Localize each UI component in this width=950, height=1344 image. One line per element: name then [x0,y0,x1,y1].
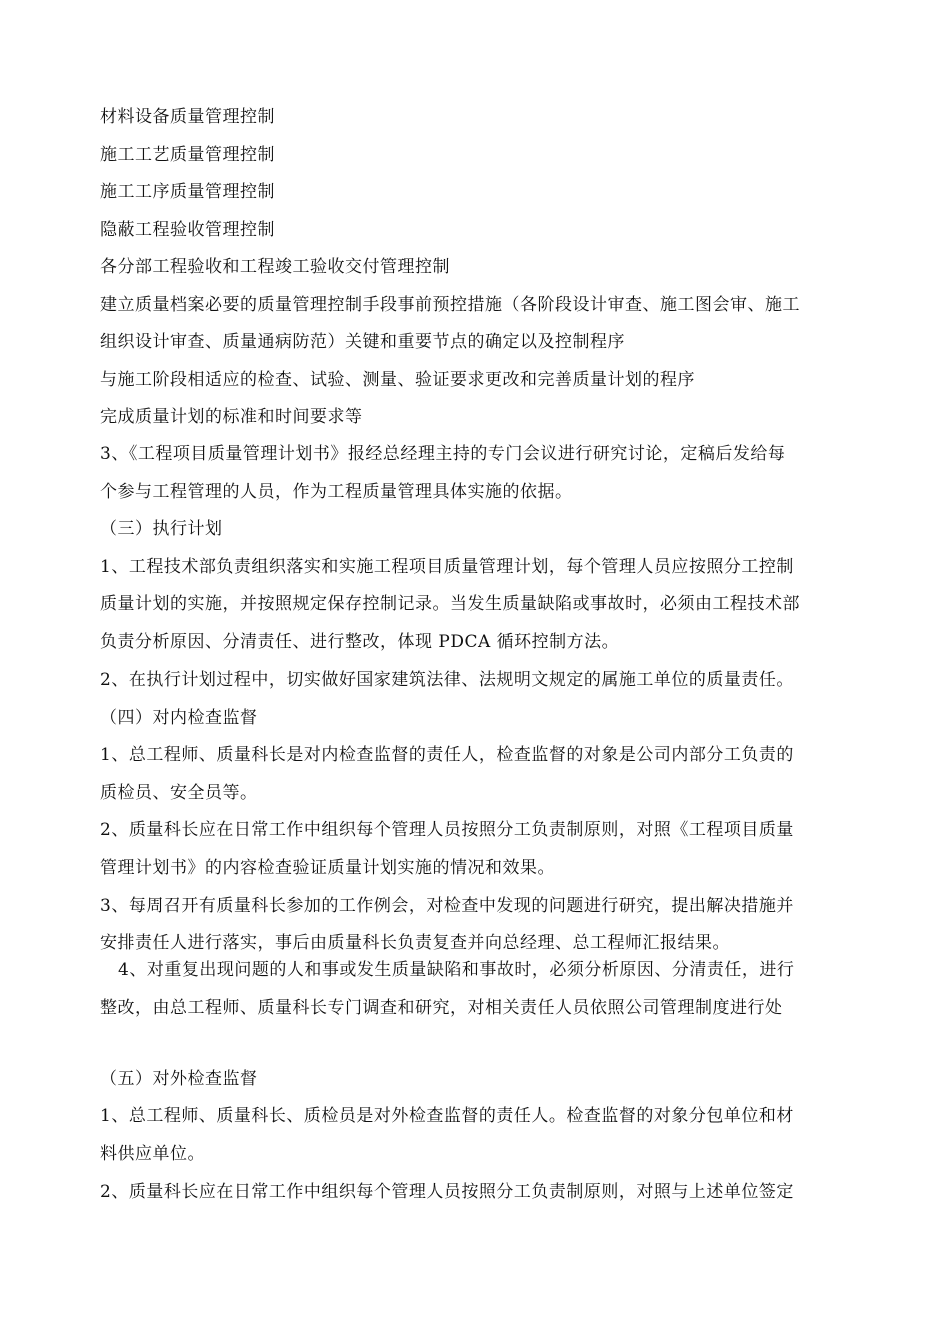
text-line: 2、质量科长应在日常工作中组织每个管理人员按照分工负责制原则，对照与上述单位签定 [100,1182,794,1202]
text-line: 3、每周召开有质量科长参加的工作例会，对检查中发现的问题进行研究，提出解决措施并 [100,896,794,916]
text-line: 个参与工程管理的人员，作为工程质量管理具体实施的依据。 [100,482,573,502]
text-line: 隐蔽工程验收管理控制 [100,220,275,240]
text-line: 4、对重复出现问题的人和事或发生质量缺陷和事故时，必须分析原因、分清责任，进行 [118,960,795,980]
section-heading: （四）对内检查监督 [100,708,258,728]
text-line: 3、《工程项目质量管理计划书》报经总经理主持的专门会议进行研究讨论，定稿后发给每 [100,444,786,464]
text-line: 安排责任人进行落实，事后由质量科长负责复查并向总经理、总工程师汇报结果。 [100,933,730,953]
text-line: 质量计划的实施，并按照规定保存控制记录。当发生质量缺陷或事故时，必须由工程技术部 [100,594,800,614]
text-line: 施工工序质量管理控制 [100,182,275,202]
text-line: 管理计划书》的内容检查验证质量计划实施的情况和效果。 [100,858,555,878]
section-heading: （五）对外检查监督 [100,1069,258,1089]
text-line: 材料设备质量管理控制 [100,107,275,127]
text-line: 2、在执行计划过程中，切实做好国家建筑法律、法规明文规定的属施工单位的质量责任。 [100,670,794,690]
text-line: 1、总工程师、质量科长、质检员是对外检查监督的责任人。检查监督的对象分包单位和材 [100,1106,794,1126]
text-line: 负责分析原因、分清责任、进行整改，体现 PDCA 循环控制方法。 [100,632,620,652]
section-heading: （三）执行计划 [100,519,223,539]
text-line: 施工工艺质量管理控制 [100,145,275,165]
text-line: 料供应单位。 [100,1144,205,1164]
text-line: 质检员、安全员等。 [100,783,258,803]
text-line: 2、质量科长应在日常工作中组织每个管理人员按照分工负责制原则，对照《工程项目质量 [100,820,794,840]
text-line: 1、工程技术部负责组织落实和实施工程项目质量管理计划，每个管理人员应按照分工控制 [100,557,794,577]
text-line: 整改，由总工程师、质量科长专门调查和研究，对相关责任人员依照公司管理制度进行处 [100,998,783,1018]
text-line: 各分部工程验收和工程竣工验收交付管理控制 [100,257,450,277]
text-line: 1、总工程师、质量科长是对内检查监督的责任人，检查监督的对象是公司内部分工负责的 [100,745,794,765]
text-line: 组织设计审查、质量通病防范）关键和重要节点的确定以及控制程序 [100,332,625,352]
text-line: 与施工阶段相适应的检查、试验、测量、验证要求更改和完善质量计划的程序 [100,370,695,390]
text-line: 完成质量计划的标准和时间要求等 [100,407,363,427]
text-line: 建立质量档案必要的质量管理控制手段事前预控措施（各阶段设计审查、施工图会审、施工 [100,295,800,315]
